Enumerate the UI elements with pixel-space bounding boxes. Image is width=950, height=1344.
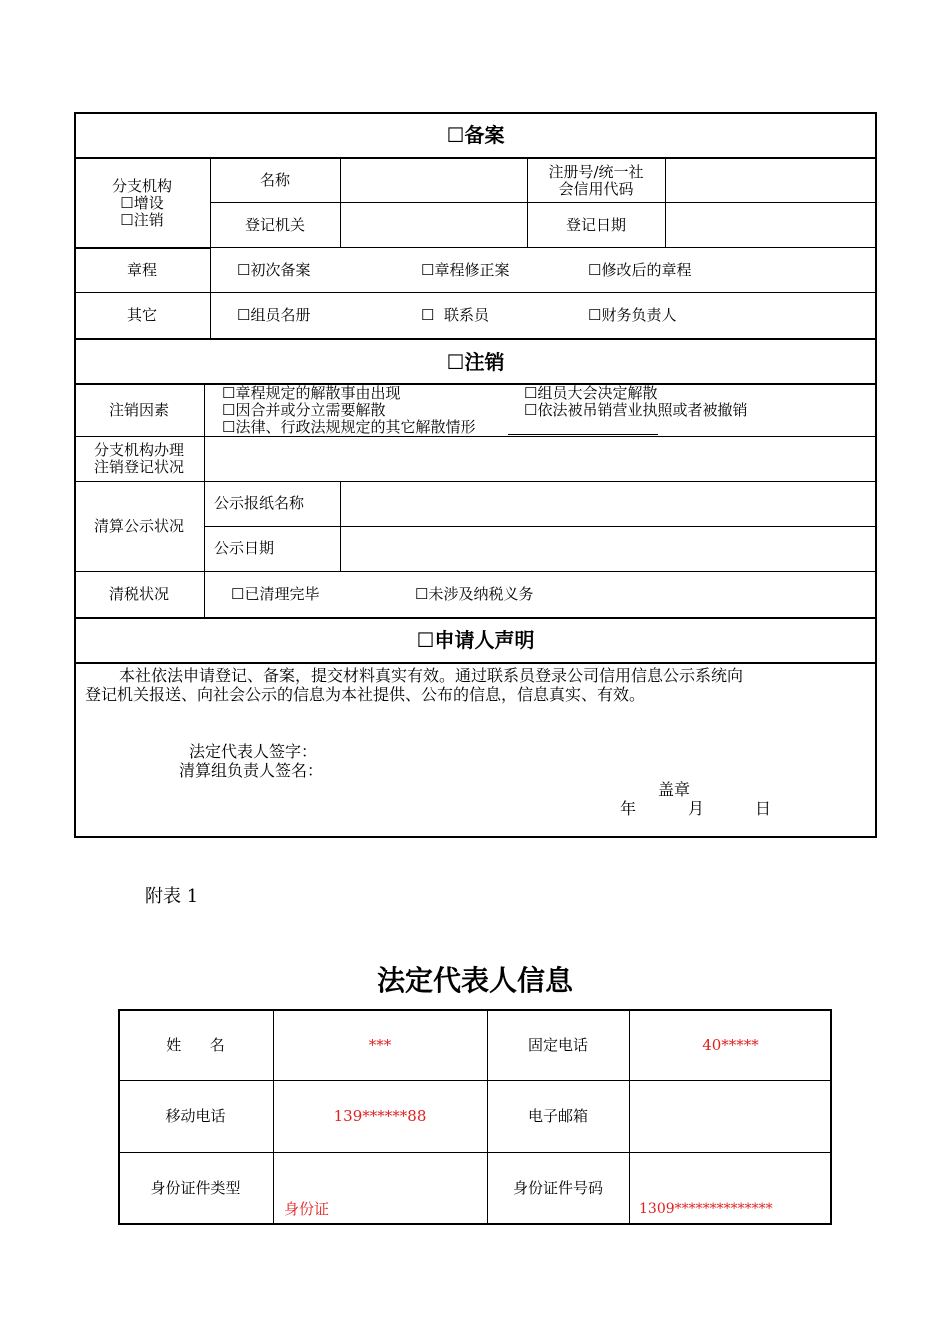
factor-revoked-checkbox[interactable]: ☐依法被吊销营业执照或者被撤销 <box>524 401 748 419</box>
branch-cancel-checkbox[interactable]: ☐注销 <box>120 211 164 229</box>
id-type-value[interactable]: 身份证 <box>284 1200 330 1218</box>
branch-cancel-status-label-2: 注销登记状况 <box>93 458 184 476</box>
tax-not-involved-checkbox[interactable]: ☐未涉及纳税义务 <box>415 585 534 603</box>
branch-cancel-status-field[interactable] <box>205 437 876 481</box>
other-label: 其它 <box>126 306 157 324</box>
declaration-section-title: ☐申请人声明 <box>416 628 535 652</box>
liquidation-label: 清算公示状况 <box>93 517 184 535</box>
charter-amendment-checkbox[interactable]: ☐章程修正案 <box>421 261 510 279</box>
liquidation-head-signature-label: 清算组负责人签名： <box>179 761 324 780</box>
name-label: 姓 名 <box>166 1036 225 1054</box>
factor-assembly-checkbox[interactable]: ☐组员大会决定解散 <box>524 384 658 402</box>
email-field[interactable] <box>630 1081 830 1152</box>
announce-date-label: 公示日期 <box>214 539 275 557</box>
mobile-value[interactable]: 139******88 <box>333 1107 427 1125</box>
member-roster-checkbox[interactable]: ☐组员名册 <box>237 306 311 324</box>
id-number-value[interactable]: 1309************** <box>639 1201 773 1217</box>
landline-label: 固定电话 <box>527 1036 588 1054</box>
tax-cleared-checkbox[interactable]: ☐已清理完毕 <box>231 585 320 603</box>
announce-date-field[interactable] <box>341 527 876 571</box>
reg-no-label-2: 会信用代码 <box>558 180 634 198</box>
reg-no-label: 注册号/统一社 <box>548 163 644 181</box>
liaison-checkbox[interactable]: ☐ 联系员 <box>421 306 489 324</box>
appendix-label: 附表 1 <box>145 886 199 907</box>
legal-rep-signature-label: 法定代表人签字： <box>189 742 318 761</box>
branch-name-field[interactable] <box>341 158 527 202</box>
appendix-title: 法定代表人信息 <box>376 964 573 997</box>
reg-no-field[interactable] <box>666 158 876 202</box>
charter-revised-checkbox[interactable]: ☐修改后的章程 <box>588 261 692 279</box>
factor-other-blank-line[interactable] <box>508 434 658 435</box>
date-year-label: 年 <box>620 799 637 818</box>
seal-label: 盖章 <box>658 780 691 799</box>
declaration-text-line2: 登记机关报送、向社会公示的信息为本社提供、公布的信息，信息真实、有效。 <box>85 685 646 704</box>
reg-date-label: 登记日期 <box>565 216 626 234</box>
date-month-label: 月 <box>688 799 705 818</box>
id-number-label: 身份证件号码 <box>512 1179 603 1197</box>
landline-value[interactable]: 40***** <box>702 1036 759 1054</box>
factor-merger-checkbox[interactable]: ☐因合并或分立需要解散 <box>222 401 386 419</box>
finance-officer-checkbox[interactable]: ☐财务负责人 <box>588 306 677 324</box>
date-day-label: 日 <box>755 799 772 818</box>
name-value[interactable]: *** <box>368 1036 392 1054</box>
authority-field[interactable] <box>341 203 527 247</box>
id-type-label: 身份证件类型 <box>150 1179 241 1197</box>
factor-other-checkbox[interactable]: ☐法律、行政法规规定的其它解散情形 <box>222 418 476 436</box>
branch-name-label: 名称 <box>259 171 290 189</box>
cancel-section-title: ☐注销 <box>446 350 505 374</box>
authority-label: 登记机关 <box>244 216 305 234</box>
newspaper-label: 公示报纸名称 <box>214 494 305 512</box>
declaration-text-line1: 本社依法申请登记、备案，提交材料真实有效。通过联系员登录公司信用信息公示系统向 <box>119 666 744 685</box>
branch-cancel-status-label: 分支机构办理 <box>93 441 184 459</box>
branch-label: 分支机构 <box>111 177 172 195</box>
newspaper-field[interactable] <box>341 482 876 526</box>
charter-label: 章程 <box>126 261 157 279</box>
charter-initial-checkbox[interactable]: ☐初次备案 <box>237 261 311 279</box>
branch-add-checkbox[interactable]: ☐增设 <box>120 194 164 212</box>
cancel-factors-label: 注销因素 <box>108 401 169 419</box>
factor-charter-cause-checkbox[interactable]: ☐章程规定的解散事由出现 <box>222 384 401 402</box>
tax-status-label: 清税状况 <box>108 585 169 603</box>
email-label: 电子邮箱 <box>527 1107 588 1125</box>
filing-section-title: ☐备案 <box>446 123 505 147</box>
reg-date-field[interactable] <box>666 203 876 247</box>
mobile-label: 移动电话 <box>165 1107 226 1125</box>
